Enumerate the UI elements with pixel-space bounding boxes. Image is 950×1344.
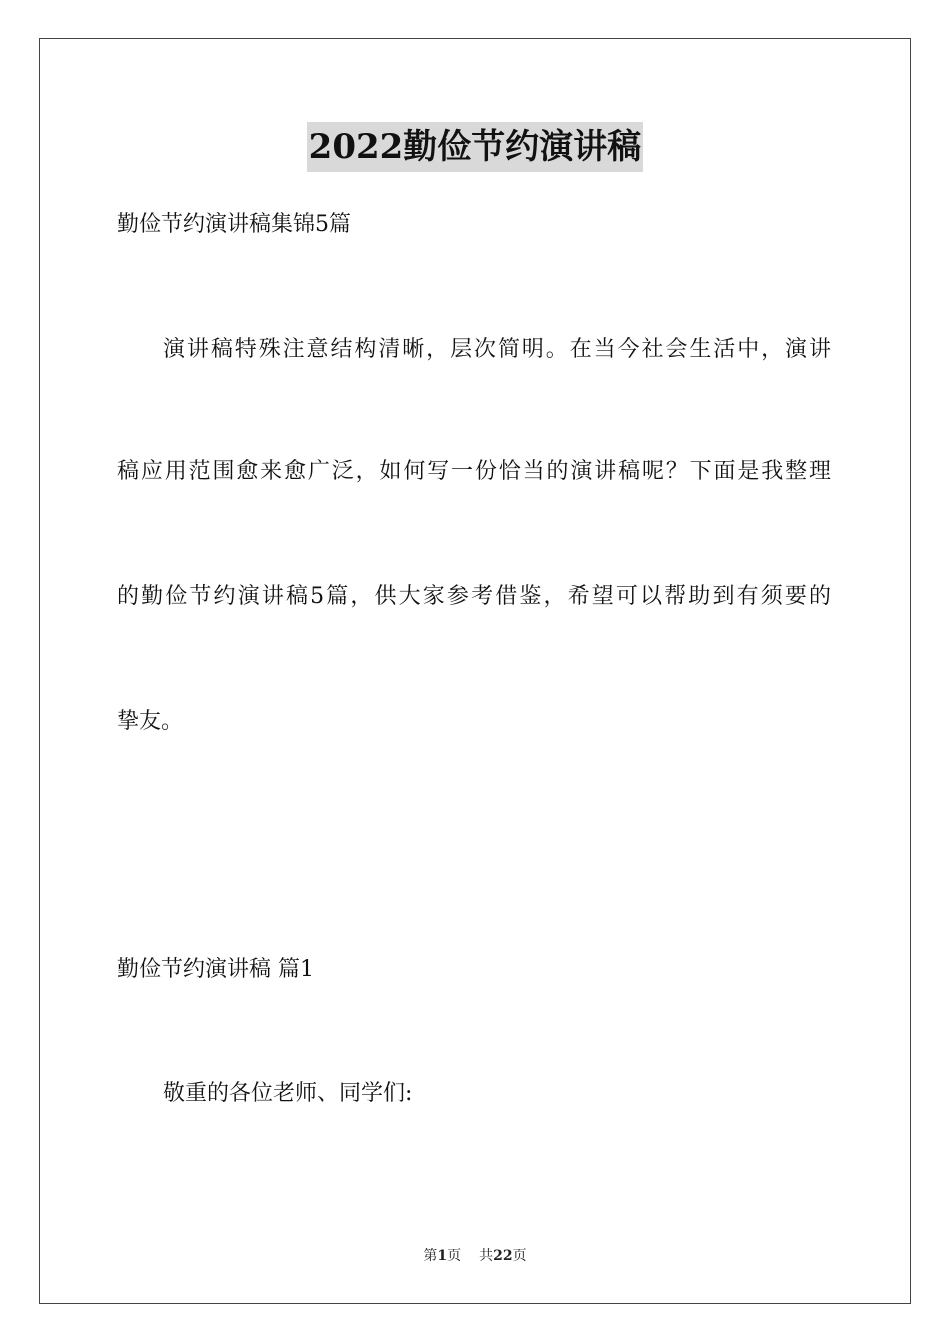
intro-line-4: 挚友。 bbox=[117, 709, 184, 734]
footer-page-suffix: 页 bbox=[447, 1248, 462, 1264]
section-heading: 勤俭节约演讲稿 篇1 bbox=[117, 957, 314, 982]
page-footer bbox=[0, 1246, 950, 1266]
document-title-container bbox=[0, 122, 950, 172]
footer-page-prefix: 第 bbox=[423, 1248, 438, 1264]
intro-line-2: 稿应用范围愈来愈广泛，如何写一份恰当的演讲稿呢？下面是我整理 bbox=[117, 459, 831, 484]
footer-page-number: 1 bbox=[437, 1248, 448, 1264]
document-subtitle: 勤俭节约演讲稿集锦5篇 bbox=[117, 212, 351, 237]
document-title: 2022勤俭节约演讲稿 bbox=[307, 122, 644, 172]
intro-line-3: 的勤俭节约演讲稿5篇，供大家参考借鉴，希望可以帮助到有须要的 bbox=[117, 584, 831, 609]
footer-total-suffix: 页 bbox=[512, 1248, 527, 1264]
intro-line-1: 演讲稿特殊注意结构清晰，层次简明。在当今社会生活中，演讲 bbox=[163, 337, 831, 362]
footer-total-prefix: 共 bbox=[479, 1248, 494, 1264]
greeting: 敬重的各位老师、同学们: bbox=[163, 1081, 413, 1106]
footer-total-pages: 22 bbox=[493, 1248, 513, 1264]
